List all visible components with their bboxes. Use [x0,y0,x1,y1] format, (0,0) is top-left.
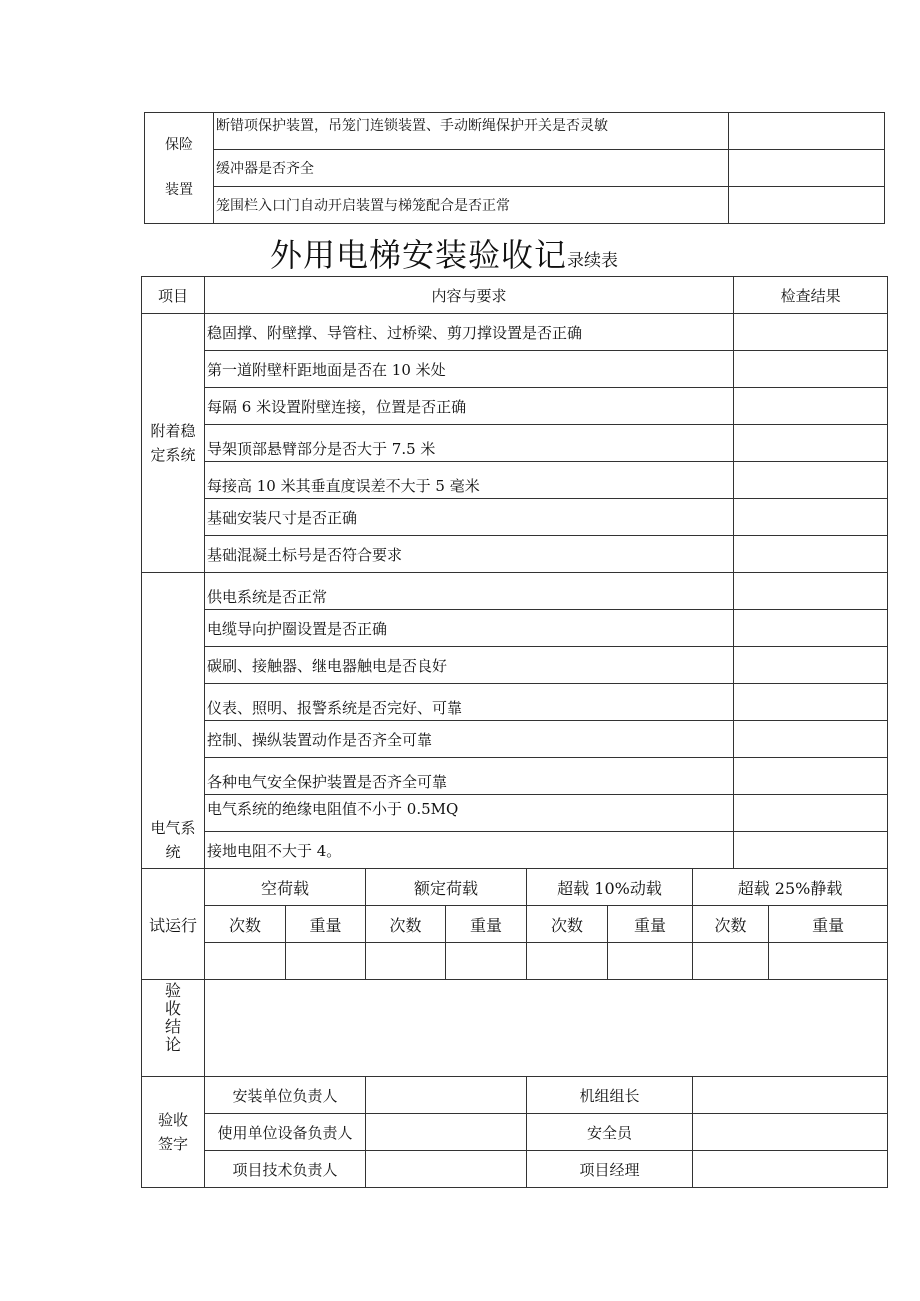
safety-device-item: 缓冲器是否齐全 [214,150,729,187]
conclusion-label [142,980,205,1077]
attach-item: 导架顶部悬臂部分是否大于 7.5 米 [205,425,734,462]
attach-item: 每隔 6 米设置附壁连接，位置是否正确 [205,388,734,425]
safety-device-label-line2: 装置 [165,182,193,199]
electric-label-line1: 电气系 [150,819,196,837]
electric-item: 供电系统是否正常 [205,573,734,610]
electric-item: 碳刷、接触器、继电器触电是否良好 [205,647,734,684]
header-content: 内容与要求 [205,277,734,314]
trial-value-cell[interactable] [527,943,608,980]
trial-value-cell[interactable] [366,943,446,980]
page-title [270,230,618,276]
signature-role: 机组组长 [527,1077,693,1114]
signature-field[interactable] [693,1114,888,1151]
conclusion-field[interactable] [205,980,888,1077]
electric-item: 控制、操纵装置动作是否齐全可靠 [205,721,734,758]
attach-item: 稳固撑、附壁撑、导管柱、过桥梁、剪刀撑设置是否正确 [205,314,734,351]
signature-role: 安装单位负责人 [205,1077,366,1114]
trial-group-header: 超载 10%动载 [527,869,693,906]
page-title-main: 外用电梯安装验收记 [270,236,568,274]
result-cell[interactable] [734,462,888,499]
result-cell[interactable] [734,536,888,573]
trial-weight-header: 重量 [608,906,693,943]
page-title-suffix: 录续表 [567,251,619,271]
electric-item: 仪表、照明、报警系统是否完好、可靠 [205,684,734,721]
signature-role: 项目经理 [527,1151,693,1188]
result-cell[interactable] [734,795,888,832]
signature-label [142,1077,205,1188]
electric-item: 电缆导向护圈设置是否正确 [205,610,734,647]
trial-value-cell[interactable] [205,943,286,980]
result-cell[interactable] [734,314,888,351]
signature-field[interactable] [693,1077,888,1114]
header-item: 项目 [142,277,205,314]
trial-count-header: 次数 [527,906,608,943]
signature-role: 项目技术负责人 [205,1151,366,1188]
result-cell[interactable] [734,573,888,610]
header-result: 检查结果 [734,277,888,314]
trial-count-header: 次数 [366,906,446,943]
electric-system-label [142,573,205,869]
attach-item: 第一道附壁杆距地面是否在 10 米处 [205,351,734,388]
trial-group-header: 额定荷载 [366,869,527,906]
safety-device-label [145,113,214,224]
trial-weight-header: 重量 [769,906,888,943]
electric-item: 电气系统的绝缘电阻值不小于 0.5MQ [205,795,734,832]
attach-item: 基础混凝土标号是否符合要求 [205,536,734,573]
signature-field[interactable] [693,1151,888,1188]
attach-item: 基础安装尺寸是否正确 [205,499,734,536]
safety-device-label-line1: 保险 [165,137,193,154]
trial-count-header: 次数 [205,906,286,943]
inspection-table [141,276,888,1188]
result-cell[interactable] [734,499,888,536]
electric-item: 接地电阻不大于 4。 [205,832,734,869]
signature-role: 使用单位设备负责人 [205,1114,366,1151]
trial-group-header: 超载 25%静载 [693,869,888,906]
safety-device-item: 断错项保护装置，吊笼门连锁装置、手动断绳保护开关是否灵敏 [214,113,729,150]
trial-weight-header: 重量 [286,906,366,943]
result-cell[interactable] [734,351,888,388]
signature-role: 安全员 [527,1114,693,1151]
attach-label-line1: 附着稳 [150,422,196,440]
trial-group-header: 空荷载 [205,869,366,906]
trial-value-cell[interactable] [608,943,693,980]
result-cell[interactable] [734,721,888,758]
safety-device-item: 笼围栏入口门自动开启装置与梯笼配合是否正常 [214,187,729,224]
attach-system-label [142,314,205,573]
trial-weight-header: 重量 [446,906,527,943]
attach-item: 每接高 10 米其垂直度误差不大于 5 毫米 [205,462,734,499]
trial-run-label: 试运行 [142,869,205,980]
trial-value-cell[interactable] [769,943,888,980]
signature-field[interactable] [366,1151,527,1188]
result-cell[interactable] [734,647,888,684]
electric-label-line2: 统 [165,843,181,861]
signature-field[interactable] [366,1114,527,1151]
trial-value-cell[interactable] [693,943,769,980]
result-cell[interactable] [734,425,888,462]
trial-count-header: 次数 [693,906,769,943]
electric-item: 各种电气安全保护装置是否齐全可靠 [205,758,734,795]
trial-value-cell[interactable] [446,943,527,980]
result-cell[interactable] [734,832,888,869]
safety-device-table [144,112,885,224]
result-cell[interactable] [734,388,888,425]
result-cell[interactable] [729,113,885,150]
signature-label-line2: 签字 [157,1135,188,1153]
result-cell[interactable] [734,610,888,647]
signature-field[interactable] [366,1077,527,1114]
result-cell[interactable] [729,187,885,224]
conclusion-label-text: 验收结论 [165,981,182,1054]
attach-label-line2: 定系统 [150,446,196,464]
result-cell[interactable] [734,758,888,795]
signature-label-line1: 验收 [157,1111,188,1129]
result-cell[interactable] [729,150,885,187]
trial-value-cell[interactable] [286,943,366,980]
result-cell[interactable] [734,684,888,721]
